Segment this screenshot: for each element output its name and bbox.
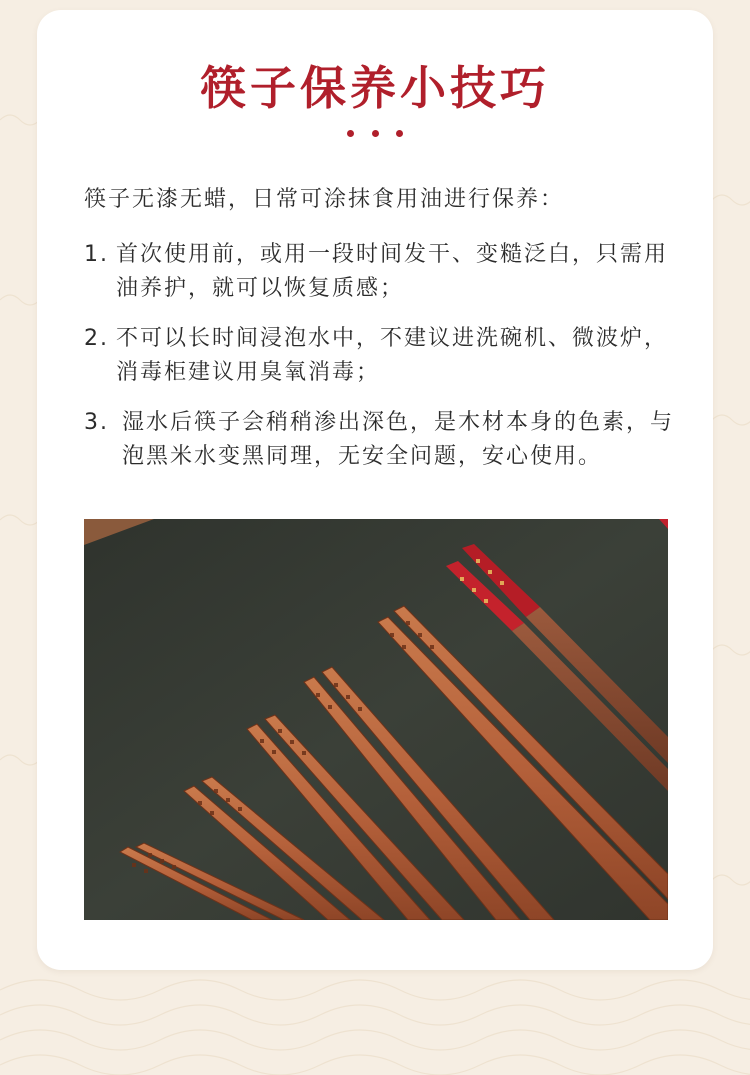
dot xyxy=(372,130,379,137)
content-card xyxy=(37,10,713,970)
tip-item xyxy=(84,238,674,306)
dot xyxy=(347,130,354,137)
tips-list xyxy=(84,238,674,490)
tip-text: 首次使用前，或用一段时间发干、变糙泛白，只需用油养护，就可以恢复质感； xyxy=(116,242,669,301)
tip-number: 3. xyxy=(84,410,109,435)
tip-text: 不可以长时间浸泡水中，不建议进洗碗机、微波炉，消毒柜建议用臭氧消毒； xyxy=(116,326,669,385)
tip-text: 湿水后筷子会稍稍渗出深色，是木材本身的色素，与泡黑米水变黑同理，无安全问题，安心使用。 xyxy=(122,410,675,469)
dot xyxy=(396,130,403,137)
page-title: 筷子保养小技巧 xyxy=(200,61,550,115)
tip-item xyxy=(84,322,674,390)
decorative-dots xyxy=(347,130,403,140)
tip-number: 1. xyxy=(84,242,109,267)
tip-number: 2. xyxy=(84,326,109,351)
chopsticks-photo xyxy=(84,519,668,920)
intro-text: 筷子无漆无蜡，日常可涂抹食用油进行保养： xyxy=(84,187,565,212)
tip-item xyxy=(84,406,674,474)
